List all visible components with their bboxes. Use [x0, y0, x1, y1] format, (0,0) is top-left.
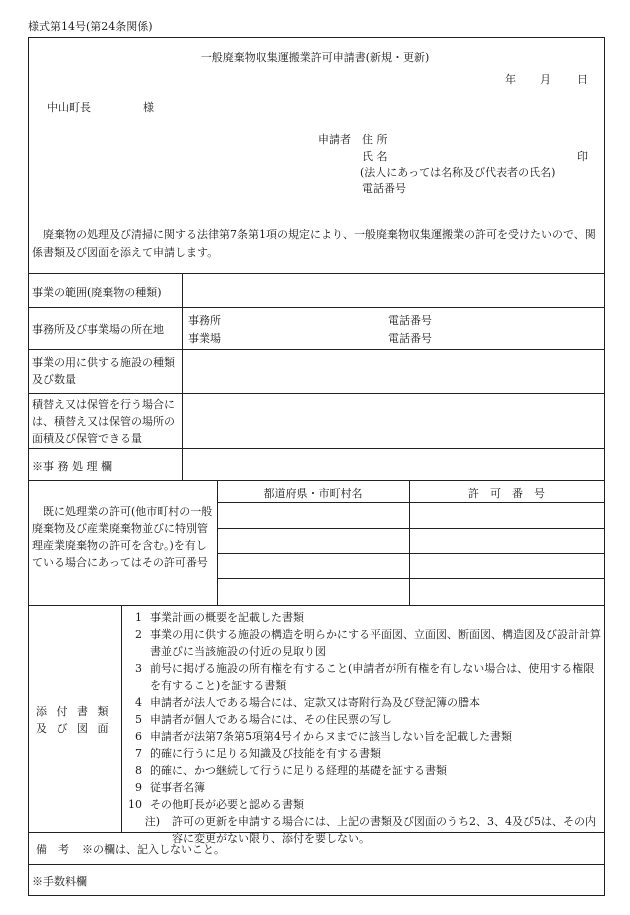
attachment-item-text: 的確に行うに足りる知識及び技能を有する書類 [150, 747, 381, 760]
attachment-item [128, 626, 602, 660]
attachment-item-number: 9 [135, 781, 142, 794]
fee-label: ※手数料欄 [32, 875, 87, 888]
addressee-honorific: 様 [143, 101, 154, 114]
attachment-item-number: 6 [135, 730, 142, 743]
attachment-item-number: 3 [135, 662, 142, 675]
attachment-item-number: 4 [135, 696, 142, 709]
attachment-item [128, 609, 602, 626]
corporate-note: (法人にあっては名称及び代表者の氏名) [360, 166, 556, 179]
attachment-item [128, 779, 602, 796]
attachment-item [128, 711, 602, 728]
attachment-item-text: 事業計画の概要を記載した書類 [150, 611, 304, 624]
site-phone-label: 電話番号 [388, 332, 432, 345]
site-label: 事業場 [188, 332, 221, 345]
applicant-phone-label: 電話番号 [362, 182, 406, 195]
business-scope-label: 事業の範囲(廃棄物の種類) [32, 286, 162, 299]
office-phone-label: 電話番号 [388, 314, 432, 327]
date-year-label: 年 [505, 73, 516, 86]
form-number: 様式第14号(第24条関係) [28, 20, 153, 33]
attachment-item-text: 事業の用に供する施設の構造を明らかにする平面図、立面図、断面図、構造図及び設計計算書並びに当該施設の付近の見取り図 [150, 628, 601, 658]
applicant-address-label: 住 所 [362, 133, 388, 146]
addressee: 中山町長 [47, 101, 91, 114]
attachment-item [128, 660, 602, 694]
storage-label: 積替え又は保管を行う場合には、積替え又は保管の場所の面積及び保管できる量 [32, 398, 175, 445]
office-use-label: ※事 務 処 理 欄 [32, 460, 112, 473]
attachment-item-number: 10 [128, 798, 142, 811]
attachment-item [128, 728, 602, 745]
note-label: 注) [144, 815, 160, 828]
attachments-label-line2: 及 び 図 面 [36, 722, 112, 735]
form-title: 一般廃棄物収集運搬業許可申請書(新規・更新) [200, 51, 430, 64]
attachment-item-text: 申請者が法人である場合には、定款又は寄附行為及び登記簿の謄本 [150, 696, 480, 709]
attachment-item-text: 前号に掲げる施設の所有権を有すること(申請者が所有権を有しない場合は、使用する権限を有すること)を証する書類 [150, 662, 595, 692]
date-month-label: 月 [540, 73, 551, 86]
facilities-label: 事業の用に供する施設の種類及び数量 [32, 356, 175, 386]
application-statement: 廃棄物の処理及び清掃に関する法律第7条第1項の規定により、一般廃棄物収集運搬業の許可を受けたいので、関係書類及び図面を添えて申請します。 [32, 228, 596, 259]
attachment-item-text: その他町長が必要と認める書類 [150, 798, 304, 811]
date-day-label: 日 [577, 73, 588, 86]
remarks-label: 備 考 [36, 843, 69, 856]
attachment-item-text: 申請者が法第7条第5項第4号イからヌまでに該当しない旨を記載した書類 [150, 730, 512, 743]
attachment-item-text: 的確に、かつ継続して行うに足りる経理的基礎を証する書類 [150, 764, 447, 777]
attachment-item-number: 7 [135, 747, 142, 760]
permit-number-column-header: 許 可 番 号 [468, 487, 545, 500]
attachment-item-number: 8 [135, 764, 142, 777]
attachments-label-line1: 添 付 書 類 [36, 705, 112, 718]
prefecture-column-header: 都道府県・市町村名 [263, 487, 363, 500]
attachment-item [128, 694, 602, 711]
note-text: 許可の更新を申請する場合には、上記の書類及び図面のうち2、3、4及び5は、その内容に変更がない限り、添付を要しない。 [172, 815, 596, 845]
existing-permit-label: 既に処理業の許可(他市町村の一般廃棄物及び産業廃棄物並びに特別管理産業廃棄物の許可を含む。)を有している場合にあってはその許可番号 [32, 505, 213, 569]
applicant-name-label: 氏 名 [362, 150, 388, 163]
seal-mark: 印 [577, 150, 588, 163]
applicant-label: 申請者 [318, 133, 351, 146]
attachments-list [128, 609, 602, 847]
office-label: 事務所 [188, 314, 221, 327]
attachment-item [128, 796, 602, 813]
attachment-item [128, 762, 602, 779]
attachment-item-text: 申請者が個人である場合には、その住民票の写し [150, 713, 392, 726]
attachment-item-number: 5 [135, 713, 142, 726]
attachment-item [128, 745, 602, 762]
attachment-item-number: 1 [135, 611, 142, 624]
attachment-item-text: 従事者名簿 [150, 781, 205, 794]
attachment-item-number: 2 [135, 628, 142, 641]
remarks-text: ※の欄は、記入しないこと。 [82, 843, 225, 856]
location-label: 事務所及び事業場の所在地 [32, 323, 164, 336]
